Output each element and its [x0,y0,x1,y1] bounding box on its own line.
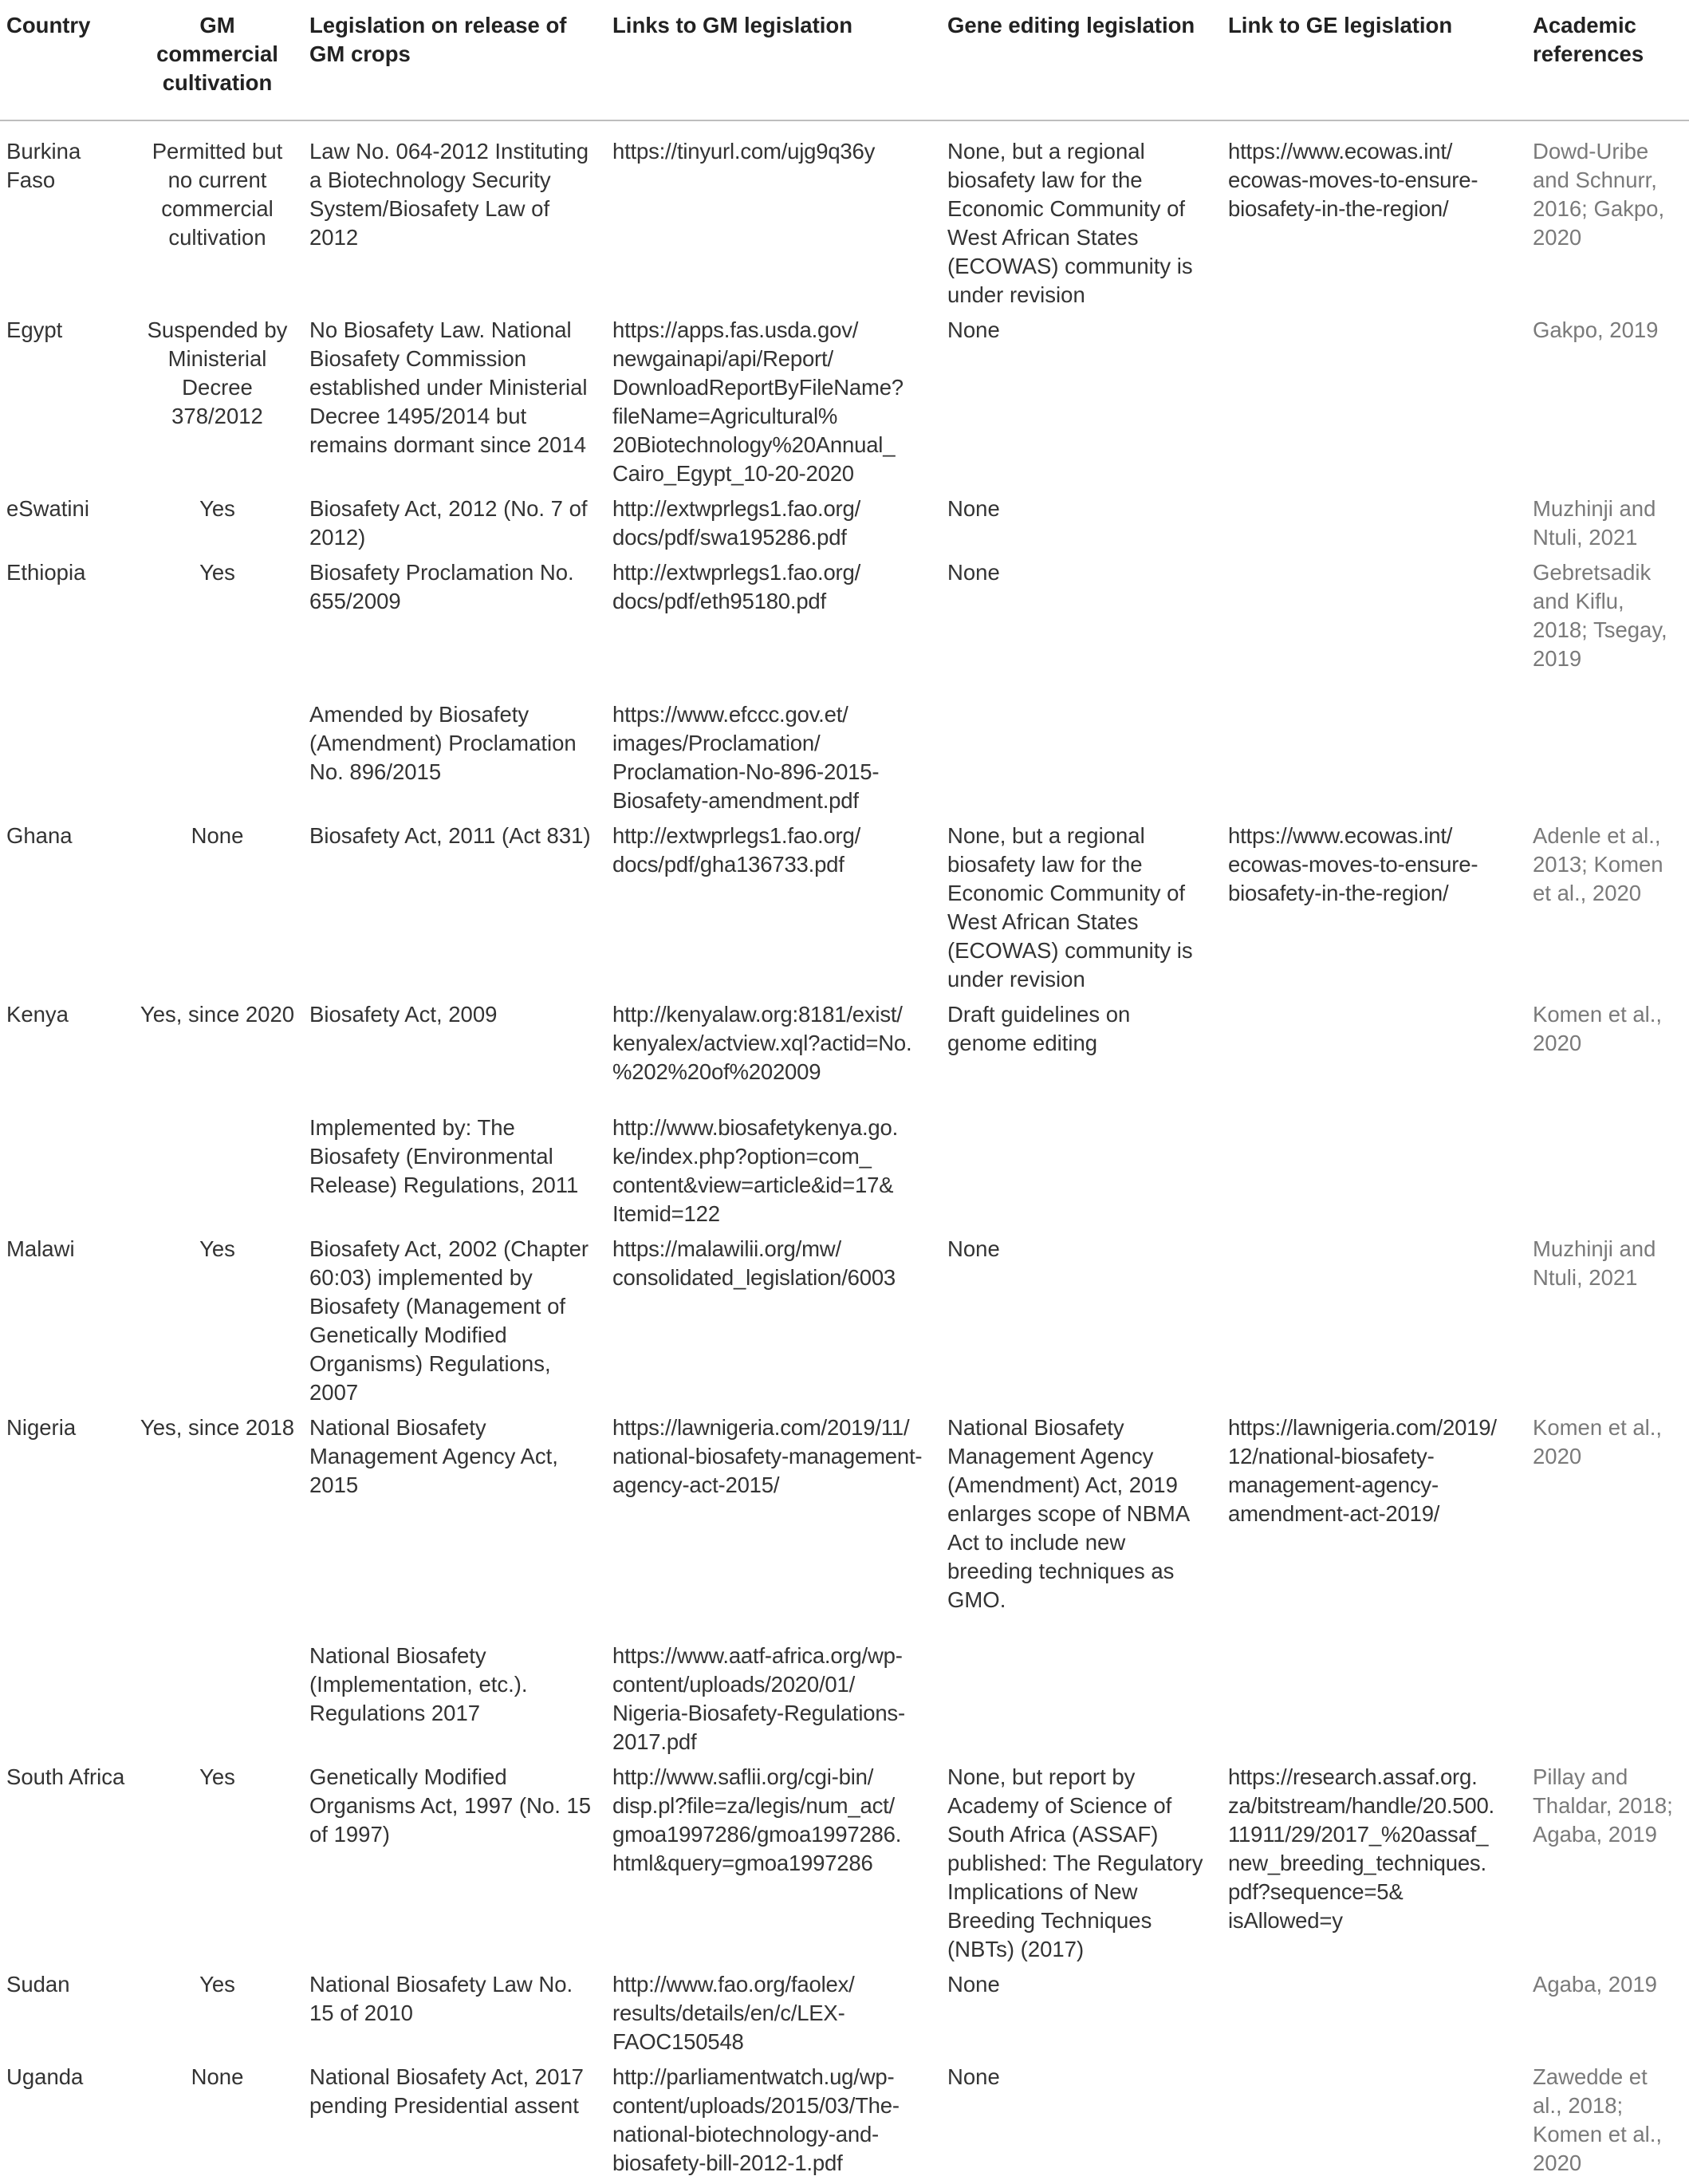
cell-legislation: Law No. 064-2012 Instituting a Biotechnology Security System/Biosafety Law of 2012 [309,139,589,250]
cell-gm-cultivation: Yes [199,1236,235,1261]
cell-country: Uganda [6,2064,84,2089]
cell-country: Ethiopia [6,560,86,585]
table-row [0,1000,1689,1093]
table-body [0,120,1689,2184]
cell-gm-cultivation: Yes [199,1972,235,1997]
table-row [0,680,1689,822]
cell-country [0,1093,132,1235]
cell-ge-link[interactable]: https://research.assaf.org. za/bitstream/handle/20.500. 11911/29/2017_%20assaf_ new_breeding_techniques. pdf?sequence=5& isAllowed=y [1228,1764,1494,1933]
cell-reference: Adenle et al., 2013; Komen et al., 2020 [1533,823,1663,905]
cell-ge-link [1222,1621,1526,1763]
cell-reference: Zawedde et al., 2018; Komen et al., 2020 [1533,2064,1663,2175]
cell-reference: Gakpo, 2019 [1533,317,1659,342]
cell-ge-legislation: None, but a regional biosafety law for the Economic Community of West African States (ECOWAS) community is under revision [947,139,1193,307]
cell-legislation: National Biosafety Management Agency Act, 2015 [309,1415,558,1497]
cell-gm-link[interactable]: http://extwprlegs1.fao.org/ docs/pdf/swa195286.pdf [612,496,861,550]
cell-country: Sudan [6,1972,70,1997]
cell-country [0,1621,132,1763]
cell-ge-link [1222,1235,1526,1413]
cell-gm-cultivation: Yes [199,1764,235,1789]
cell-reference: Gebretsadik and Kiflu, 2018; Tsegay, 2019 [1533,560,1667,671]
header-country: Country [0,0,132,120]
cell-gm-cultivation: Yes, since 2018 [140,1415,295,1440]
cell-gm-link[interactable]: http://kenyalaw.org:8181/exist/ kenyalex/actview.xql?actid=No. %202%20of%202009 [612,1002,912,1084]
table-row [0,120,1689,316]
cell-gm-cultivation: None [191,2064,244,2089]
cell-legislation: Amended by Biosafety (Amendment) Proclamation No. 896/2015 [309,702,577,784]
table-header [0,0,1689,120]
cell-gm-link[interactable]: https://apps.fas.usda.gov/ newgainapi/api/Report/ DownloadReportByFileName? fileName=Agricultural% 20Biotechnology%20Annual_ Cairo_Egypt_10-20-2020 [612,317,904,486]
cell-ge-link [1222,1970,1526,2063]
cell-ge-link [1222,1000,1526,1093]
cell-ge-legislation: None [947,1972,1000,1997]
cell-gm-cultivation: Permitted but no current commercial cultivation [152,139,283,250]
cell-gm-link[interactable]: http://www.fao.org/faolex/ results/details/en/c/LEX-FAOC150548 [612,1972,855,2054]
cell-legislation: Biosafety Proclamation No. 655/2009 [309,560,574,613]
table-row [0,2063,1689,2184]
cell-gm-link[interactable]: https://tinyurl.com/ujg9q36y [612,139,876,164]
cell-gm-cultivation: None [191,823,244,848]
cell-gm-cultivation [132,680,303,822]
cell-reference [1526,1621,1689,1763]
cell-legislation: National Biosafety Law No. 15 of 2010 [309,1972,573,2025]
cell-ge-link [1222,495,1526,558]
table-row [0,1413,1689,1621]
header-gm-commercial: GM commercial cultivation [132,0,303,120]
cell-ge-legislation [941,1093,1222,1235]
cell-legislation: National Biosafety (Implementation, etc.). Regulations 2017 [309,1643,528,1725]
cell-ge-legislation: Draft guidelines on genome editing [947,1002,1131,1055]
cell-gm-link[interactable]: http://parliamentwatch.ug/wp-content/uploads/2015/03/The-national-biotechnology-and-biosafety-bill-2012-1.pdf [612,2064,900,2175]
cell-reference: Pillay and Thaldar, 2018; Agaba, 2019 [1533,1764,1673,1847]
header-ge-legislation: Gene editing legislation [941,0,1222,120]
cell-ge-legislation [941,1621,1222,1763]
cell-ge-legislation: None [947,560,1000,585]
header-ge-link: Link to GE legislation [1222,0,1526,120]
cell-gm-link[interactable]: https://malawilii.org/mw/ consolidated_legislation/6003 [612,1236,896,1290]
cell-reference: Komen et al., 2020 [1533,1415,1663,1468]
cell-ge-link[interactable]: https://www.ecowas.int/ ecowas-moves-to-ensure-biosafety-in-the-region/ [1228,139,1478,221]
cell-gm-link[interactable]: http://extwprlegs1.fao.org/ docs/pdf/eth95180.pdf [612,560,861,613]
cell-gm-cultivation [132,1621,303,1763]
cell-reference [1526,680,1689,822]
cell-ge-link[interactable]: https://lawnigeria.com/2019/ 12/national-biosafety-management-agency-amendment-act-2019/ [1228,1415,1497,1526]
cell-gm-cultivation: Yes [199,560,235,585]
cell-reference: Muzhinji and Ntuli, 2021 [1533,496,1656,550]
table-row [0,1621,1689,1763]
cell-gm-cultivation: Yes [199,496,235,521]
cell-legislation: No Biosafety Law. National Biosafety Commission established under Ministerial Decree 1495/2014 but remains dormant since 2014 [309,317,588,457]
cell-country: Ghana [6,823,73,848]
cell-country: Kenya [6,1002,69,1027]
header-gm-links: Links to GM legislation [606,0,941,120]
cell-ge-link [1222,1093,1526,1235]
table-row [0,1093,1689,1235]
cell-legislation: Biosafety Act, 2011 (Act 831) [309,823,591,848]
table-row [0,1763,1689,1970]
cell-country: South Africa [6,1764,125,1789]
cell-gm-link[interactable]: http://extwprlegs1.fao.org/ docs/pdf/gha136733.pdf [612,823,861,877]
table-row [0,495,1689,558]
cell-gm-link[interactable]: http://www.biosafetykenya.go. ke/index.php?option=com_ content&view=article&id=17& Itemid=122 [612,1115,899,1226]
cell-country: eSwatini [6,496,89,521]
cell-ge-legislation: None [947,1236,1000,1261]
cell-country: Burkina Faso [6,139,81,192]
cell-reference: Dowd-Uribe and Schnurr, 2016; Gakpo, 2020 [1533,139,1665,250]
cell-gm-link[interactable]: http://www.saflii.org/cgi-bin/ disp.pl?file=za/legis/num_act/ gmoa1997286/gmoa1997286. html&query=gmoa1997286 [612,1764,902,1875]
header-legislation: Legislation on release of GM crops [303,0,606,120]
header-references: Academic references [1526,0,1689,120]
cell-reference: Agaba, 2019 [1533,1972,1657,1997]
cell-ge-legislation: National Biosafety Management Agency (Amendment) Act, 2019 enlarges scope of NBMA Act to include new breeding techniques as GMO. [947,1415,1189,1612]
cell-legislation: Biosafety Act, 2009 [309,1002,498,1027]
cell-gm-cultivation [132,1093,303,1235]
cell-country: Egypt [6,317,63,342]
table-row [0,558,1689,680]
cell-country: Malawi [6,1236,75,1261]
cell-gm-link[interactable]: https://www.aatf-africa.org/wp-content/uploads/2020/01/ Nigeria-Biosafety-Regulations-2017.pdf [612,1643,905,1754]
cell-ge-legislation: None [947,496,1000,521]
cell-ge-legislation: None, but a regional biosafety law for the Economic Community of West African States (ECOWAS) community is under revision [947,823,1193,991]
cell-legislation: Genetically Modified Organisms Act, 1997 (No. 15 of 1997) [309,1764,592,1847]
cell-ge-legislation: None [947,2064,1000,2089]
cell-gm-link[interactable]: https://lawnigeria.com/2019/11/ national-biosafety-management-agency-act-2015/ [612,1415,923,1497]
cell-reference: Komen et al., 2020 [1533,1002,1663,1055]
cell-gm-cultivation: Suspended by Ministerial Decree 378/2012 [147,317,288,428]
table-row [0,316,1689,495]
cell-reference [1526,1093,1689,1235]
cell-gm-cultivation: Yes, since 2020 [140,1002,295,1027]
cell-reference: Muzhinji and Ntuli, 2021 [1533,1236,1656,1290]
table-row [0,1970,1689,2063]
cell-country [0,680,132,822]
table-row [0,1235,1689,1413]
cell-legislation: Implemented by: The Biosafety (Environmental Release) Regulations, 2011 [309,1115,579,1197]
header-row [0,0,1689,120]
cell-ge-link [1222,2063,1526,2184]
cell-ge-link [1222,680,1526,822]
cell-ge-link [1222,558,1526,680]
table-row [0,822,1689,1000]
cell-ge-legislation [941,680,1222,822]
cell-country: Nigeria [6,1415,77,1440]
cell-legislation: Biosafety Act, 2012 (No. 7 of 2012) [309,496,588,550]
cell-gm-link[interactable]: https://www.efccc.gov.et/ images/Proclamation/ Proclamation-No-896-2015-Biosafety-amendment.pdf [612,702,880,813]
cell-ge-link[interactable]: https://www.ecowas.int/ ecowas-moves-to-ensure-biosafety-in-the-region/ [1228,823,1478,905]
cell-legislation: Biosafety Act, 2002 (Chapter 60:03) implemented by Biosafety (Management of Genetically Modified Organisms) Regulations, 2007 [309,1236,589,1405]
cell-ge-link [1222,316,1526,495]
cell-legislation: National Biosafety Act, 2017 pending Presidential assent [309,2064,584,2118]
cell-ge-legislation: None [947,317,1000,342]
cell-ge-legislation: None, but report by Academy of Science of South Africa (ASSAF) published: The Regulatory Implications of New Breeding Techniques (NBTs) (2017) [947,1764,1203,1961]
